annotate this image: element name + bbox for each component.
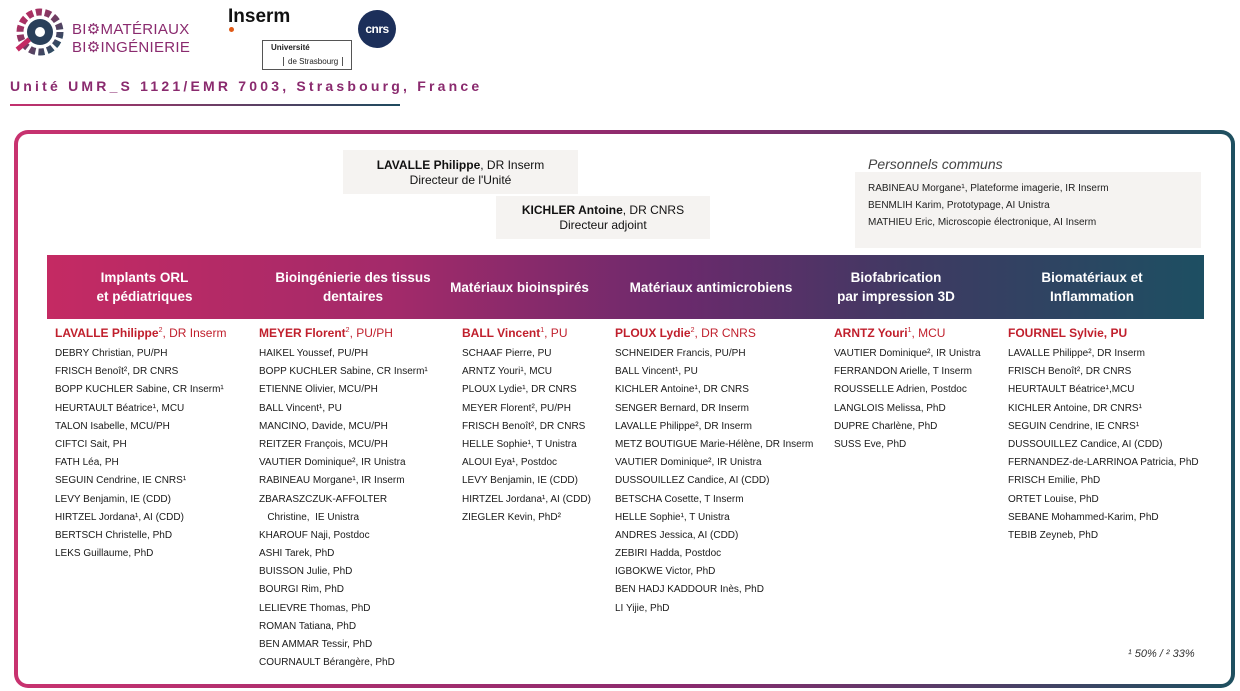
team-leader-name: FOURNEL Sylvie, PU xyxy=(1008,326,1128,340)
team-member: PLOUX Lydie¹, DR CNRS xyxy=(462,384,577,396)
team-member: LI Yijie, PhD xyxy=(615,602,670,614)
team-title: Bioingénierie des tissus dentaires xyxy=(275,270,431,304)
team-member: BETSCHA Cosette, T Inserm xyxy=(615,493,744,505)
team-leader-sup: 2 xyxy=(158,327,163,334)
deputy-role: Directeur adjoint xyxy=(559,218,647,232)
team-member: HAIKEL Youssef, PU/PH xyxy=(259,348,369,359)
team-member: FERRANDON Arielle, T Inserm xyxy=(834,366,972,378)
team-member: HIRTZEL Jordana¹, AI (CDD) xyxy=(55,511,184,523)
team-member: SENGER Bernard, DR Inserm xyxy=(615,402,749,414)
team-leader-grade: , DR Inserm xyxy=(162,326,227,340)
team-member: COURNAULT Bérangère, PhD xyxy=(259,657,395,669)
footnote: ¹ 50% / ² 33% xyxy=(1128,648,1195,660)
common-staff-item: MATHIEU Eric, Microscopie électronique, AI Inserm xyxy=(868,217,1097,228)
team-member: HELLE Sophie¹, T Unistra xyxy=(462,438,577,450)
team-member: SEGUIN Cendrine, IE CNRS¹ xyxy=(1008,420,1140,432)
director-name: LAVALLE Philippe xyxy=(376,158,481,172)
team-member: ARNTZ Youri¹, MCU xyxy=(462,366,553,378)
team-member: SCHAAF Pierre, PU xyxy=(462,348,552,359)
team-member: ZEBIRI Hadda, Postdoc xyxy=(615,548,722,560)
team-member: DUSSOUILLEZ Candice, AI (CDD) xyxy=(615,475,770,487)
team-leader-grade: , MCU xyxy=(911,326,946,340)
inserm-logo: Inserm xyxy=(228,6,291,27)
team-title: Implants ORL et pédiatriques xyxy=(96,270,193,304)
team-leader-sup: 2 xyxy=(345,327,350,334)
team-member: HELLE Sophie¹, T Unistra xyxy=(615,511,730,523)
deputy-box xyxy=(496,196,710,239)
team-member: MEYER Florent², PU/PH xyxy=(462,402,571,414)
team-member: FATH Léa, PH xyxy=(55,457,119,469)
unistra-line-1: Université xyxy=(271,43,310,52)
team-member: FERNANDEZ-de-LARRINOA Patricia, PhD xyxy=(1008,457,1199,469)
team-member: BALL Vincent¹, PU xyxy=(259,402,342,414)
team-member: LEKS Guillaume, PhD xyxy=(55,548,154,560)
director-box xyxy=(343,150,578,194)
deputy-grade: , DR CNRS xyxy=(622,203,685,217)
team-member: SUSS Eve, PhD xyxy=(834,438,907,450)
team-member: HEURTAULT Béatrice¹, MCU xyxy=(55,402,185,414)
team-column-1 xyxy=(55,326,226,563)
team-leader-grade: , PU xyxy=(544,326,568,340)
team-member: VAUTIER Dominique², IR Unistra xyxy=(259,457,406,469)
team-member: DEBRY Christian, PU/PH xyxy=(55,348,168,359)
common-staff-item: RABINEAU Morgane¹, Plateforme imagerie, IR Inserm xyxy=(868,183,1109,194)
team-member: LANGLOIS Melissa, PhD xyxy=(834,402,946,414)
team-title: Matériaux antimicrobiens xyxy=(629,279,793,295)
team-member: MANCINO, Davide, MCU/PH xyxy=(259,420,388,432)
team-leader xyxy=(1008,326,1199,345)
team-leader-sup: 1 xyxy=(540,327,545,334)
team-leader-name: PLOUX Lydie xyxy=(615,326,691,340)
team-member: BOPP KUCHLER Sabine, CR Inserm¹ xyxy=(259,366,428,378)
team-member: REITZER François, MCU/PH xyxy=(259,438,388,450)
team-leader xyxy=(462,326,591,345)
unistra-logo xyxy=(262,40,352,70)
team-header-5 xyxy=(815,255,977,319)
team-title: Biomatériaux et Inflammation xyxy=(1041,270,1143,304)
team-column-2 xyxy=(259,326,428,672)
common-staff-title: Personnels communs xyxy=(868,156,1003,172)
team-member: SEGUIN Cendrine, IE CNRS¹ xyxy=(55,475,187,487)
director-role: Directeur de l'Unité xyxy=(409,173,512,187)
logo-line-1: BI⚙MATÉRIAUX xyxy=(72,21,190,38)
inserm-dot-icon xyxy=(229,27,234,32)
team-member: VAUTIER Dominique², IR Unistra xyxy=(834,348,981,359)
team-member: LEVY Benjamin, IE (CDD) xyxy=(55,493,171,505)
team-member: FRISCH Benoît², DR CNRS xyxy=(462,420,586,432)
team-leader xyxy=(259,326,428,345)
team-member: METZ BOUTIGUE Marie-Hélène, DR Inserm xyxy=(615,438,814,450)
team-member: ROMAN Tatiana, PhD xyxy=(259,620,357,632)
team-header-1 xyxy=(47,255,242,319)
team-title: Biofabrication par impression 3D xyxy=(837,270,955,304)
team-member: ASHI Tarek, PhD xyxy=(259,548,335,560)
team-member: TALON Isabelle, MCU/PH xyxy=(55,420,170,432)
team-leader-sup: 2 xyxy=(690,327,695,334)
title-underline xyxy=(10,104,400,106)
team-member: SEBANE Mohammed-Karim, PhD xyxy=(1008,511,1159,523)
team-member: FRISCH Benoît², DR CNRS xyxy=(1008,366,1132,378)
team-member: LELIEVRE Thomas, PhD xyxy=(259,602,371,614)
common-staff-item: BENMLIH Karim, Prototypage, AI Unistra xyxy=(868,200,1050,211)
team-leader xyxy=(55,326,226,345)
cnrs-logo: cnrs xyxy=(358,10,396,48)
biomateriaux-logo xyxy=(10,4,200,60)
team-member: ALOUI Eya¹, Postdoc xyxy=(462,457,558,469)
team-column-3 xyxy=(462,326,591,527)
team-title: Matériaux bioinspirés xyxy=(450,279,589,295)
team-column-6 xyxy=(1008,326,1199,545)
team-leader-name: LAVALLE Philippe xyxy=(55,326,159,340)
team-leader-name: MEYER Florent xyxy=(259,326,346,340)
team-member: LAVALLE Philippe², DR Inserm xyxy=(1008,348,1145,359)
team-member: BEN HADJ KADDOUR Inès, PhD xyxy=(615,584,764,596)
team-column-4 xyxy=(615,326,813,618)
deputy-line xyxy=(496,203,710,218)
team-member: KHAROUF Naji, Postdoc xyxy=(259,529,370,541)
team-member: CIFTCI Sait, PH xyxy=(55,438,127,450)
director-line xyxy=(343,158,578,173)
teams-header-band xyxy=(47,255,1204,319)
team-member: VAUTIER Dominique², IR Unistra xyxy=(615,457,762,469)
common-staff-box xyxy=(855,172,1201,248)
team-leader-name: BALL Vincent xyxy=(462,326,541,340)
team-member: RABINEAU Morgane¹, IR Inserm xyxy=(259,475,405,487)
team-member: LEVY Benjamin, IE (CDD) xyxy=(462,475,578,487)
team-member: BOURGI Rim, PhD xyxy=(259,584,345,596)
team-member: HIRTZEL Jordana¹, AI (CDD) xyxy=(462,493,591,505)
team-member: BEN AMMAR Tessir, PhD xyxy=(259,639,373,650)
team-member: BUISSON Julie, PhD xyxy=(259,566,353,578)
team-member: KICHLER Antoine, DR CNRS¹ xyxy=(1008,402,1142,414)
gear-icon xyxy=(10,4,68,62)
unistra-line-2: de Strasbourg xyxy=(283,57,343,66)
team-member: BALL Vincent¹, PU xyxy=(615,366,698,378)
team-member: ETIENNE Olivier, MCU/PH xyxy=(259,384,378,396)
team-leader-name: ARNTZ Youri xyxy=(834,326,908,340)
team-header-3 xyxy=(432,255,607,319)
team-member: IGBOKWE Victor, PhD xyxy=(615,566,716,578)
team-member: ROUSSELLE Adrien, Postdoc xyxy=(834,384,967,396)
team-leader-grade: , DR CNRS xyxy=(694,326,756,340)
team-leader-sup: 1 xyxy=(907,327,912,334)
team-member: HEURTAULT Béatrice¹,MCU xyxy=(1008,384,1135,396)
director-grade: , DR Inserm xyxy=(480,158,545,172)
logo-line-2: BI⚙INGÉNIERIE xyxy=(72,39,191,56)
team-member: ORTET Louise, PhD xyxy=(1008,493,1099,505)
team-member: TEBIB Zeyneb, PhD xyxy=(1008,529,1099,541)
team-member: KICHLER Antoine¹, DR CNRS xyxy=(615,384,749,396)
deputy-name: KICHLER Antoine xyxy=(521,203,623,217)
team-header-6 xyxy=(1002,255,1182,319)
team-member: Christine, IE Unistra xyxy=(259,511,360,523)
team-member: LAVALLE Philippe², DR Inserm xyxy=(615,420,752,432)
team-header-2 xyxy=(242,255,464,319)
team-member: FRISCH Benoît², DR CNRS xyxy=(55,366,179,378)
team-member: ANDRES Jessica, AI (CDD) xyxy=(615,529,739,541)
team-member: FRISCH Emilie, PhD xyxy=(1008,475,1101,487)
team-member: BOPP KUCHLER Sabine, CR Inserm¹ xyxy=(55,384,224,396)
team-header-4 xyxy=(607,255,815,319)
team-member: ZIEGLER Kevin, PhD² xyxy=(462,511,561,523)
team-member: BERTSCH Christelle, PhD xyxy=(55,529,173,541)
team-member: DUSSOUILLEZ Candice, AI (CDD) xyxy=(1008,438,1163,450)
team-column-5 xyxy=(834,326,981,454)
team-member: ZBARASZCZUK-AFFOLTER xyxy=(259,493,388,505)
team-leader xyxy=(834,326,981,345)
team-member: DUPRE Charlène, PhD xyxy=(834,420,938,432)
team-member: SCHNEIDER Francis, PU/PH xyxy=(615,348,746,359)
team-leader xyxy=(615,326,813,345)
unit-title: Unité UMR_S 1121/EMR 7003, Strasbourg, France xyxy=(10,78,483,94)
team-leader-grade: , PU/PH xyxy=(349,326,393,340)
